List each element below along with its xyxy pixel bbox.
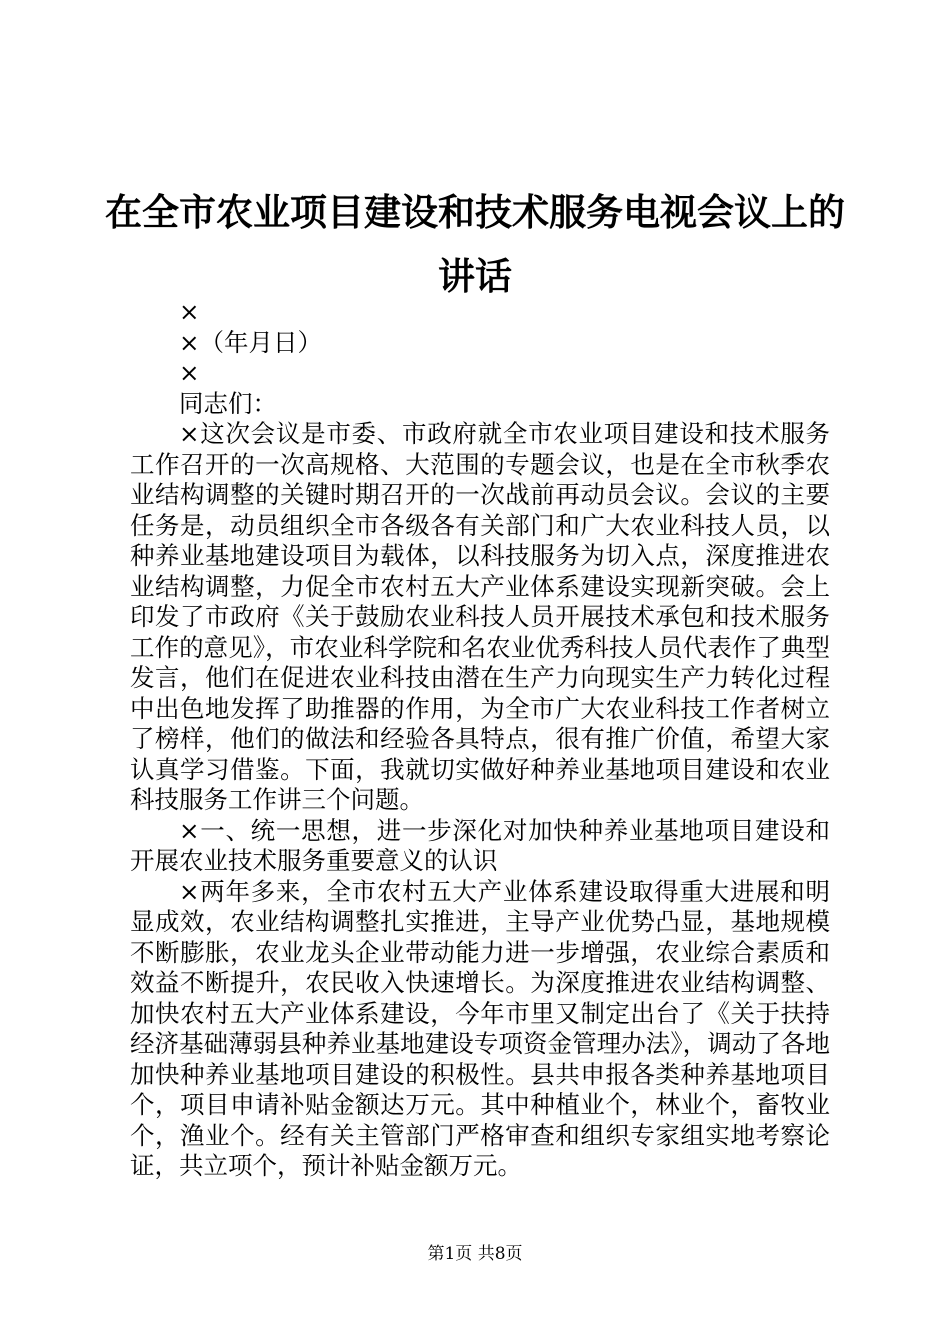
header-line-mark-1: × (179, 297, 200, 326)
paragraph-progress: ×两年多来，全市农村五大产业体系建设取得重大进展和明显成效，农业结构调整扎实推进，主导产业优势凸显，基地规模不断膨胀，农业龙头企业带动能力进一步增强，农业综合素质和效益不断提升，农民收入快速增长。为深度推进农业结构调整、加快农村五大产业体系建设，今年市里又制定出台了《关于扶持经济基础薄弱县种养业基地建设专项资金管理办法》，调动了各地加快种养业基地项目建设的积极性。县共申报各类种养基地项目个，项目申请补贴金额达万元。其中种植业个，林业个，畜牧业个，渔业个。经有关主管部门严格审查和组织专家组实地考察论证，共立项个，预计补贴金额万元。 (130, 876, 830, 1180)
page-footer: 第1页 共8页 (427, 1244, 523, 1264)
document-title: 在全市农业项目建设和技术服务电视会议上的讲话 (105, 190, 845, 298)
section-heading-1: ×一、统一思想，进一步深化对加快种养业基地项目建设和开展农业技术服务重要意义的认识 (130, 815, 830, 875)
document-body (130, 297, 830, 1182)
header-line-mark-2: × (179, 358, 200, 387)
salutation: 同志们： (179, 388, 277, 418)
paragraph-intro: ×这次会议是市委、市政府就全市农业项目建设和技术服务工作召开的一次高规格、大范围的专题会议，也是在全市秋季农业结构调整的关键时期召开的一次战前再动员会议。会议的主要任务是，动员组织全市各级各有关部门和广大农业科技人员，以种养业基地建设项目为载体，以科技服务为切入点，深度推进农业结构调整，力促全市农村五大产业体系建设实现新突破。会上印发了市政府《关于鼓励农业科技人员开展技术承包和技术服务工作的意见》，市农业科学院和名农业优秀科技人员代表作了典型发言，他们在促进农业科技由潜在生产力向现实生产力转化过程中出色地发挥了助推器的作用，为全市广大农业科技工作者树立了榜样，他们的做法和经验各具特点，很有推广价值，希望大家认真学习借鉴。下面，我就切实做好种养业基地项目建设和农业科技服务工作讲三个问题。 (130, 419, 830, 814)
header-line-date: ×（年月日） (179, 327, 323, 357)
